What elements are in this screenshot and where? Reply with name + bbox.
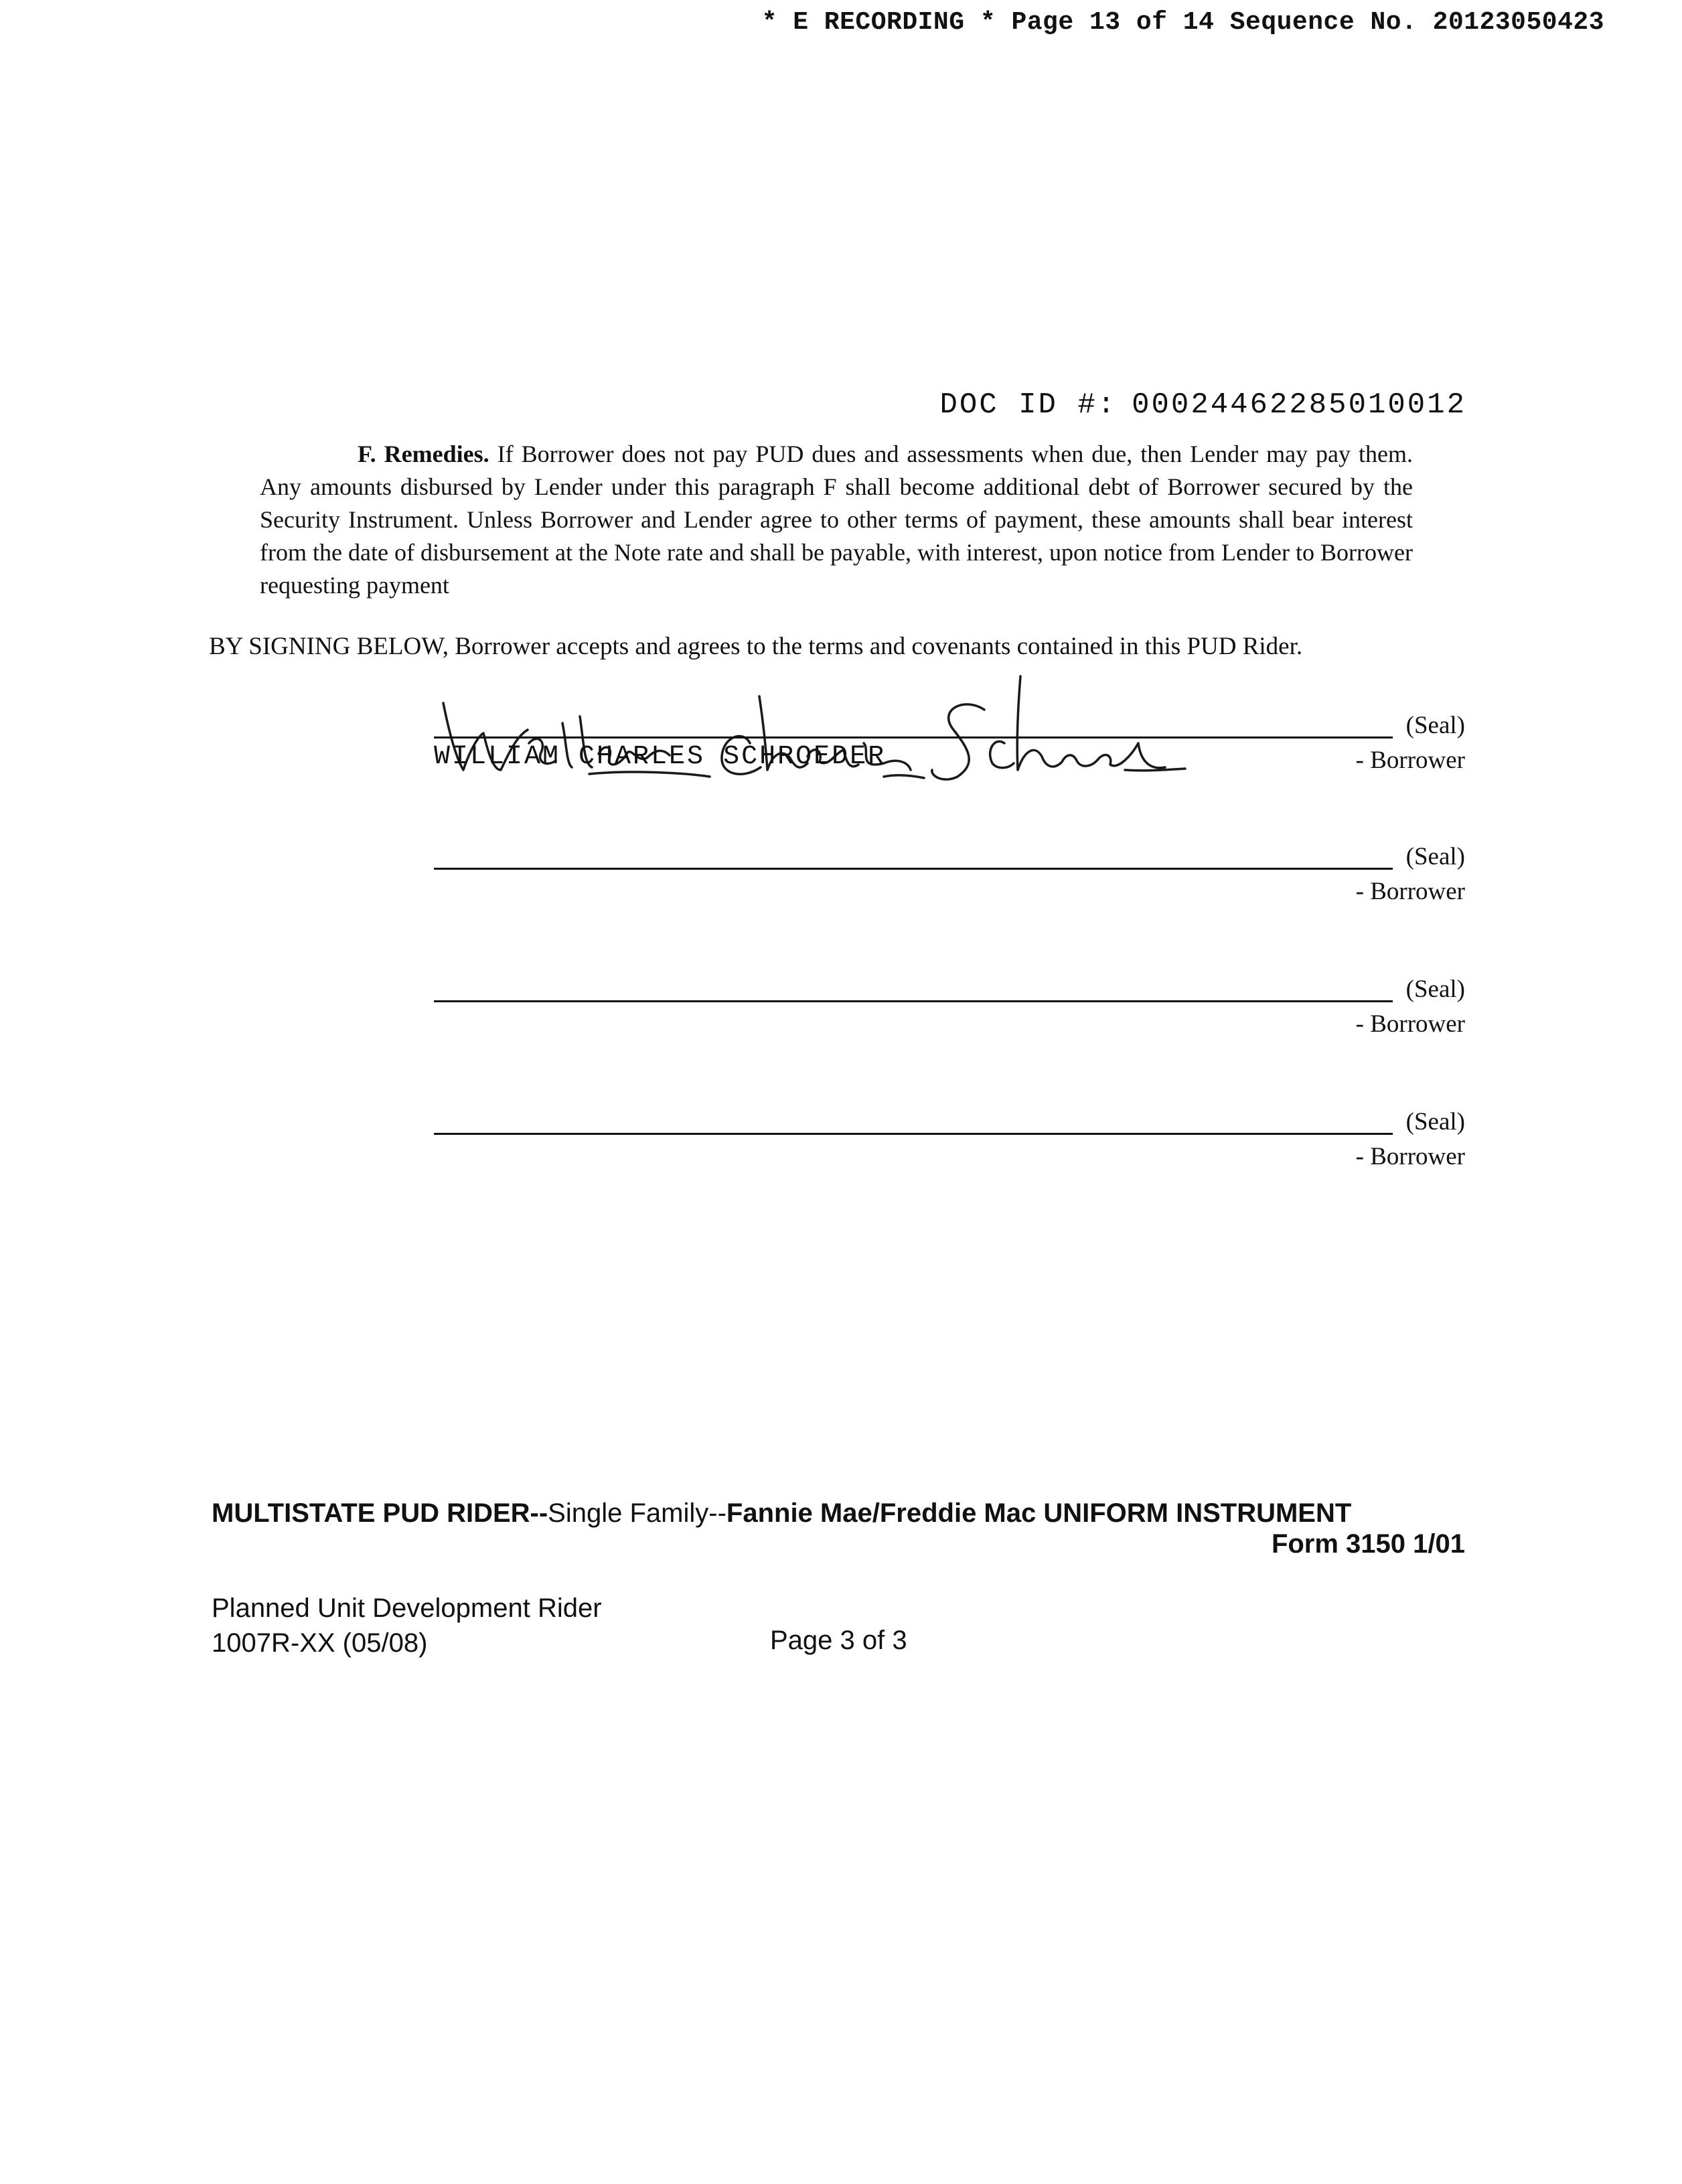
signature-line <box>434 1133 1393 1135</box>
form-title <box>212 1498 1351 1529</box>
rider-name: Planned Unit Development Rider <box>212 1593 602 1623</box>
remedies-paragraph <box>260 438 1413 602</box>
signature-block-1 <box>434 712 1465 810</box>
borrower-role-label: - Borrower <box>1355 878 1465 905</box>
seal-label: (Seal) <box>1405 712 1465 739</box>
signature-line <box>434 1000 1393 1002</box>
doc-id <box>939 388 1466 422</box>
borrower-role-label: - Borrower <box>1355 1143 1465 1170</box>
borrower-role-label: - Borrower <box>1355 1010 1465 1038</box>
seal-label: (Seal) <box>1405 843 1465 870</box>
signing-statement: BY SIGNING BELOW, Borrower accepts and agrees to the terms and covenants contained in this PUD Rider. <box>209 633 1303 660</box>
seal-label: (Seal) <box>1405 976 1465 1003</box>
footer-rider-info <box>212 1591 602 1660</box>
signature-block-4 <box>434 1108 1465 1206</box>
form-number: Form 3150 1/01 <box>1271 1529 1465 1559</box>
remedies-text: If Borrower does not pay PUD dues and assessments when due, then Lender may pay them. Any amounts disbursed by Lender under this paragraph F shall become additional debt of Borrower secured by the Security Instrument. Unless Borrower and Lender agree to other terms of payment, these amounts shall bear interest from the date of disbursement at the Note rate and shall be payable, with interest, upon notice from Lender to Borrower requesting payment <box>260 441 1413 599</box>
signature-line <box>434 736 1393 738</box>
signature-block-3 <box>434 976 1465 1074</box>
doc-id-value: 00024462285010012 <box>1132 388 1466 422</box>
borrower-printed-name: WILLIAM CHARLES SCHROEDER <box>434 742 887 772</box>
form-title-part-2: Single Family-- <box>548 1498 727 1528</box>
recording-stamp: * E RECORDING * Page 13 of 14 Sequence No. 20123050423 <box>761 8 1604 37</box>
form-title-part-3: Fannie Mae/Freddie Mac UNIFORM INSTRUMENT <box>726 1498 1352 1528</box>
page-number: Page 3 of 3 <box>770 1626 907 1655</box>
borrower-role-label: - Borrower <box>1355 747 1465 774</box>
remedies-heading: F. Remedies. <box>358 441 489 467</box>
form-title-part-1: MULTISTATE PUD RIDER-- <box>212 1498 548 1528</box>
signature-block-2 <box>434 843 1465 941</box>
doc-id-label: DOC ID #: <box>939 388 1118 422</box>
signature-line <box>434 868 1393 870</box>
rider-code: 1007R-XX (05/08) <box>212 1628 428 1658</box>
seal-label: (Seal) <box>1405 1108 1465 1136</box>
